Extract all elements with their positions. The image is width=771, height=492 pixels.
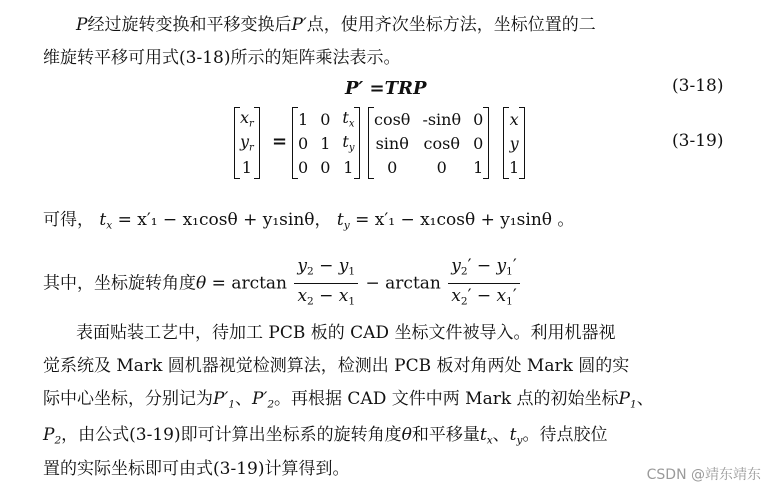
para2-line2: 觉系统及 Mark 圆机器视觉检测算法，检测出 PCB 板对角两处 Mark 圆的实 bbox=[43, 356, 630, 376]
arctan-2: arctan bbox=[385, 273, 441, 294]
translation-result: 可得， $t_x = x'_1 - x_1\cos\theta + y_1\sin\theta$， $t_y = x'_1 - x_1\cos\theta + y_1\sin\theta$ 。 bbox=[43, 210, 575, 232]
para1-line1-tail: 点，使用齐次坐标方法，坐标位置的二 bbox=[306, 15, 596, 35]
ty-expression: = x′₁ − x₁cosθ + y₁sinθ 。 bbox=[355, 210, 575, 230]
rotation-angle-formula: 其中，坐标旋转角度θ = arctan $\frac{y_2 - y_1}{x_2 - x_1}$ − arctan $\frac{y_2' - y_1'}{x_2' - x_1'}$ bbox=[43, 255, 522, 313]
para2-line3: 际中心坐标，分别记为$P'_1$、$P'_2$。再根据 CAD 文件中两 Mark 点的初始坐标$P_1$、 bbox=[43, 389, 654, 411]
fraction-2: $\frac{y_2' - y_1'}{x_2' - x_1'}$ bbox=[448, 255, 519, 313]
para2-line1: 表面贴装工艺中，待加工 PCB 板的 CAD 坐标文件被导入。利用机器视 bbox=[76, 323, 616, 343]
watermark: CSDN @靖东靖东 bbox=[646, 467, 761, 483]
eq18-number: (3-18) bbox=[672, 76, 724, 96]
para1-line2: 维旋转平移可用式(3-18)所示的矩阵乘法表示。 bbox=[43, 48, 401, 68]
eq19-number: (3-19) bbox=[672, 131, 724, 151]
angle-prefix: 其中，坐标旋转角度 bbox=[43, 273, 196, 294]
symbol-P-prime: P′ bbox=[291, 15, 307, 35]
keyi-prefix: 可得， bbox=[43, 210, 94, 230]
vector-left: $x_r$ $y_r$ 1 bbox=[234, 107, 260, 179]
equation-3-19 bbox=[0, 107, 771, 179]
eq19-equals: = bbox=[272, 131, 288, 152]
vector-right: x y 1 bbox=[503, 107, 525, 179]
para1-line1 bbox=[76, 10, 596, 35]
theta-symbol: θ bbox=[196, 273, 207, 294]
equation-3-18 bbox=[345, 78, 427, 99]
para2-line4: $P_2$，由公式(3-19)即可计算出坐标系的旋转角度θ和平移量$t_x$、$t_y$。待点胶位 bbox=[43, 425, 608, 447]
ty-symbol: $t_y$ bbox=[336, 210, 350, 232]
arctan-1: arctan bbox=[231, 273, 288, 294]
fraction-1: $\frac{y_2 - y_1}{x_2 - x_1}$ bbox=[294, 255, 358, 313]
para2-line5: 置的实际坐标即可由式(3-19)计算得到。 bbox=[43, 459, 350, 479]
para1-line1-text: 经过旋转变换和平移变换后 bbox=[87, 15, 292, 35]
tx-symbol: $t_x$ bbox=[99, 210, 113, 232]
matrix-T: 1 0 $t_x$ 0 1 $t_y$ 0 0 1 bbox=[292, 107, 360, 179]
eq18-lhs: P′ bbox=[345, 78, 364, 99]
eq18-rhs: TRP bbox=[384, 78, 427, 99]
tx-expression: = x′₁ − x₁cosθ + y₁sinθ bbox=[117, 210, 315, 230]
matrix-R: cosθ -sinθ 0 sinθ cosθ 0 0 0 1 bbox=[368, 107, 489, 179]
symbol-P: P bbox=[76, 15, 88, 35]
eq18-equals: = bbox=[363, 78, 385, 99]
